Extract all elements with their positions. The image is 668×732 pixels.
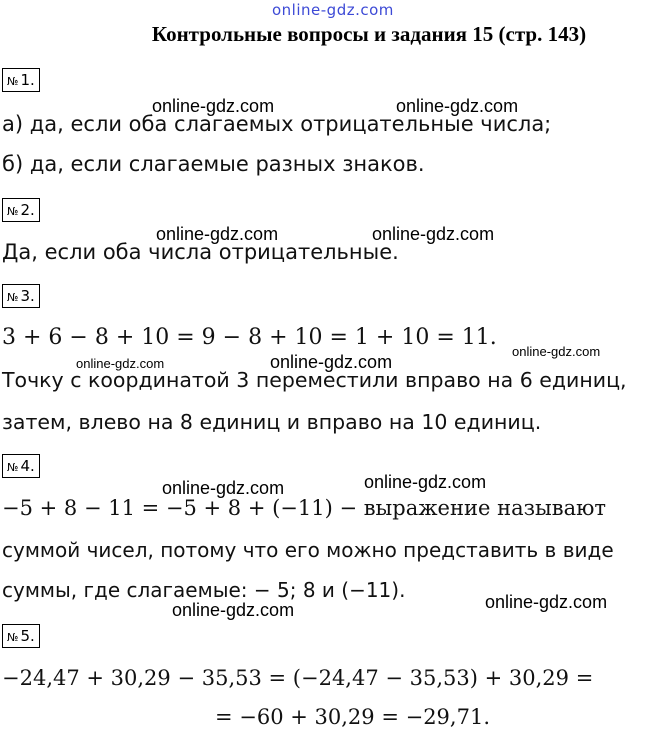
problem-number-1: № 1. [2,68,40,92]
problem-5-equation-1: −24,47 + 30,29 − 35,53 = (−24,47 − 35,53) + 30,29 = [2,666,594,690]
problem-4-line-3: суммы, где слагаемые: − 5; 8 и (−11). [2,578,406,602]
watermark: online-gdz.com [270,352,393,372]
watermark: online-gdz.com [396,96,519,116]
problem-number-5: № 5. [2,624,40,648]
watermark: online-gdz.com [364,472,487,492]
problem-4-line-2: суммой чисел, потому что его можно представить в виде [2,538,614,562]
watermark: online-gdz.com [156,224,279,244]
watermark: online-gdz.com [512,344,601,359]
problem-5-equation-2: = −60 + 30,29 = −29,71. [215,705,490,729]
problem-4-equation: −5 + 8 − 11 = −5 + 8 + (−11) − выражение называют [2,496,607,520]
watermark: online-gdz.com [372,224,495,244]
header-watermark: online-gdz.com [272,1,394,19]
problem-3-line-2: Точку с координатой 3 переместили вправо на 6 единиц, [2,368,627,392]
page-title: Контрольные вопросы и задания 15 (стр. 143) [151,22,587,46]
problem-3-line-3: затем, влево на 8 единиц и вправо на 10 единиц. [2,410,542,434]
problem-3-equation: 3 + 6 − 8 + 10 = 9 − 8 + 10 = 1 + 10 = 11. [2,325,497,350]
problem-1-line-a: а) да, если оба слагаемых отрицательные числа; [2,112,552,136]
problem-number-2: № 2. [2,198,40,222]
problem-2-line-1: Да, если оба числа отрицательные. [2,240,399,264]
watermark: online-gdz.com [76,356,165,371]
watermark: online-gdz.com [152,96,275,116]
problem-number-4: № 4. [2,454,40,478]
watermark: online-gdz.com [162,478,285,498]
watermark: online-gdz.com [485,592,608,612]
watermark: online-gdz.com [172,600,295,620]
problem-number-3: № 3. [2,284,40,308]
problem-1-line-b: б) да, если слагаемые разных знаков. [2,152,425,176]
